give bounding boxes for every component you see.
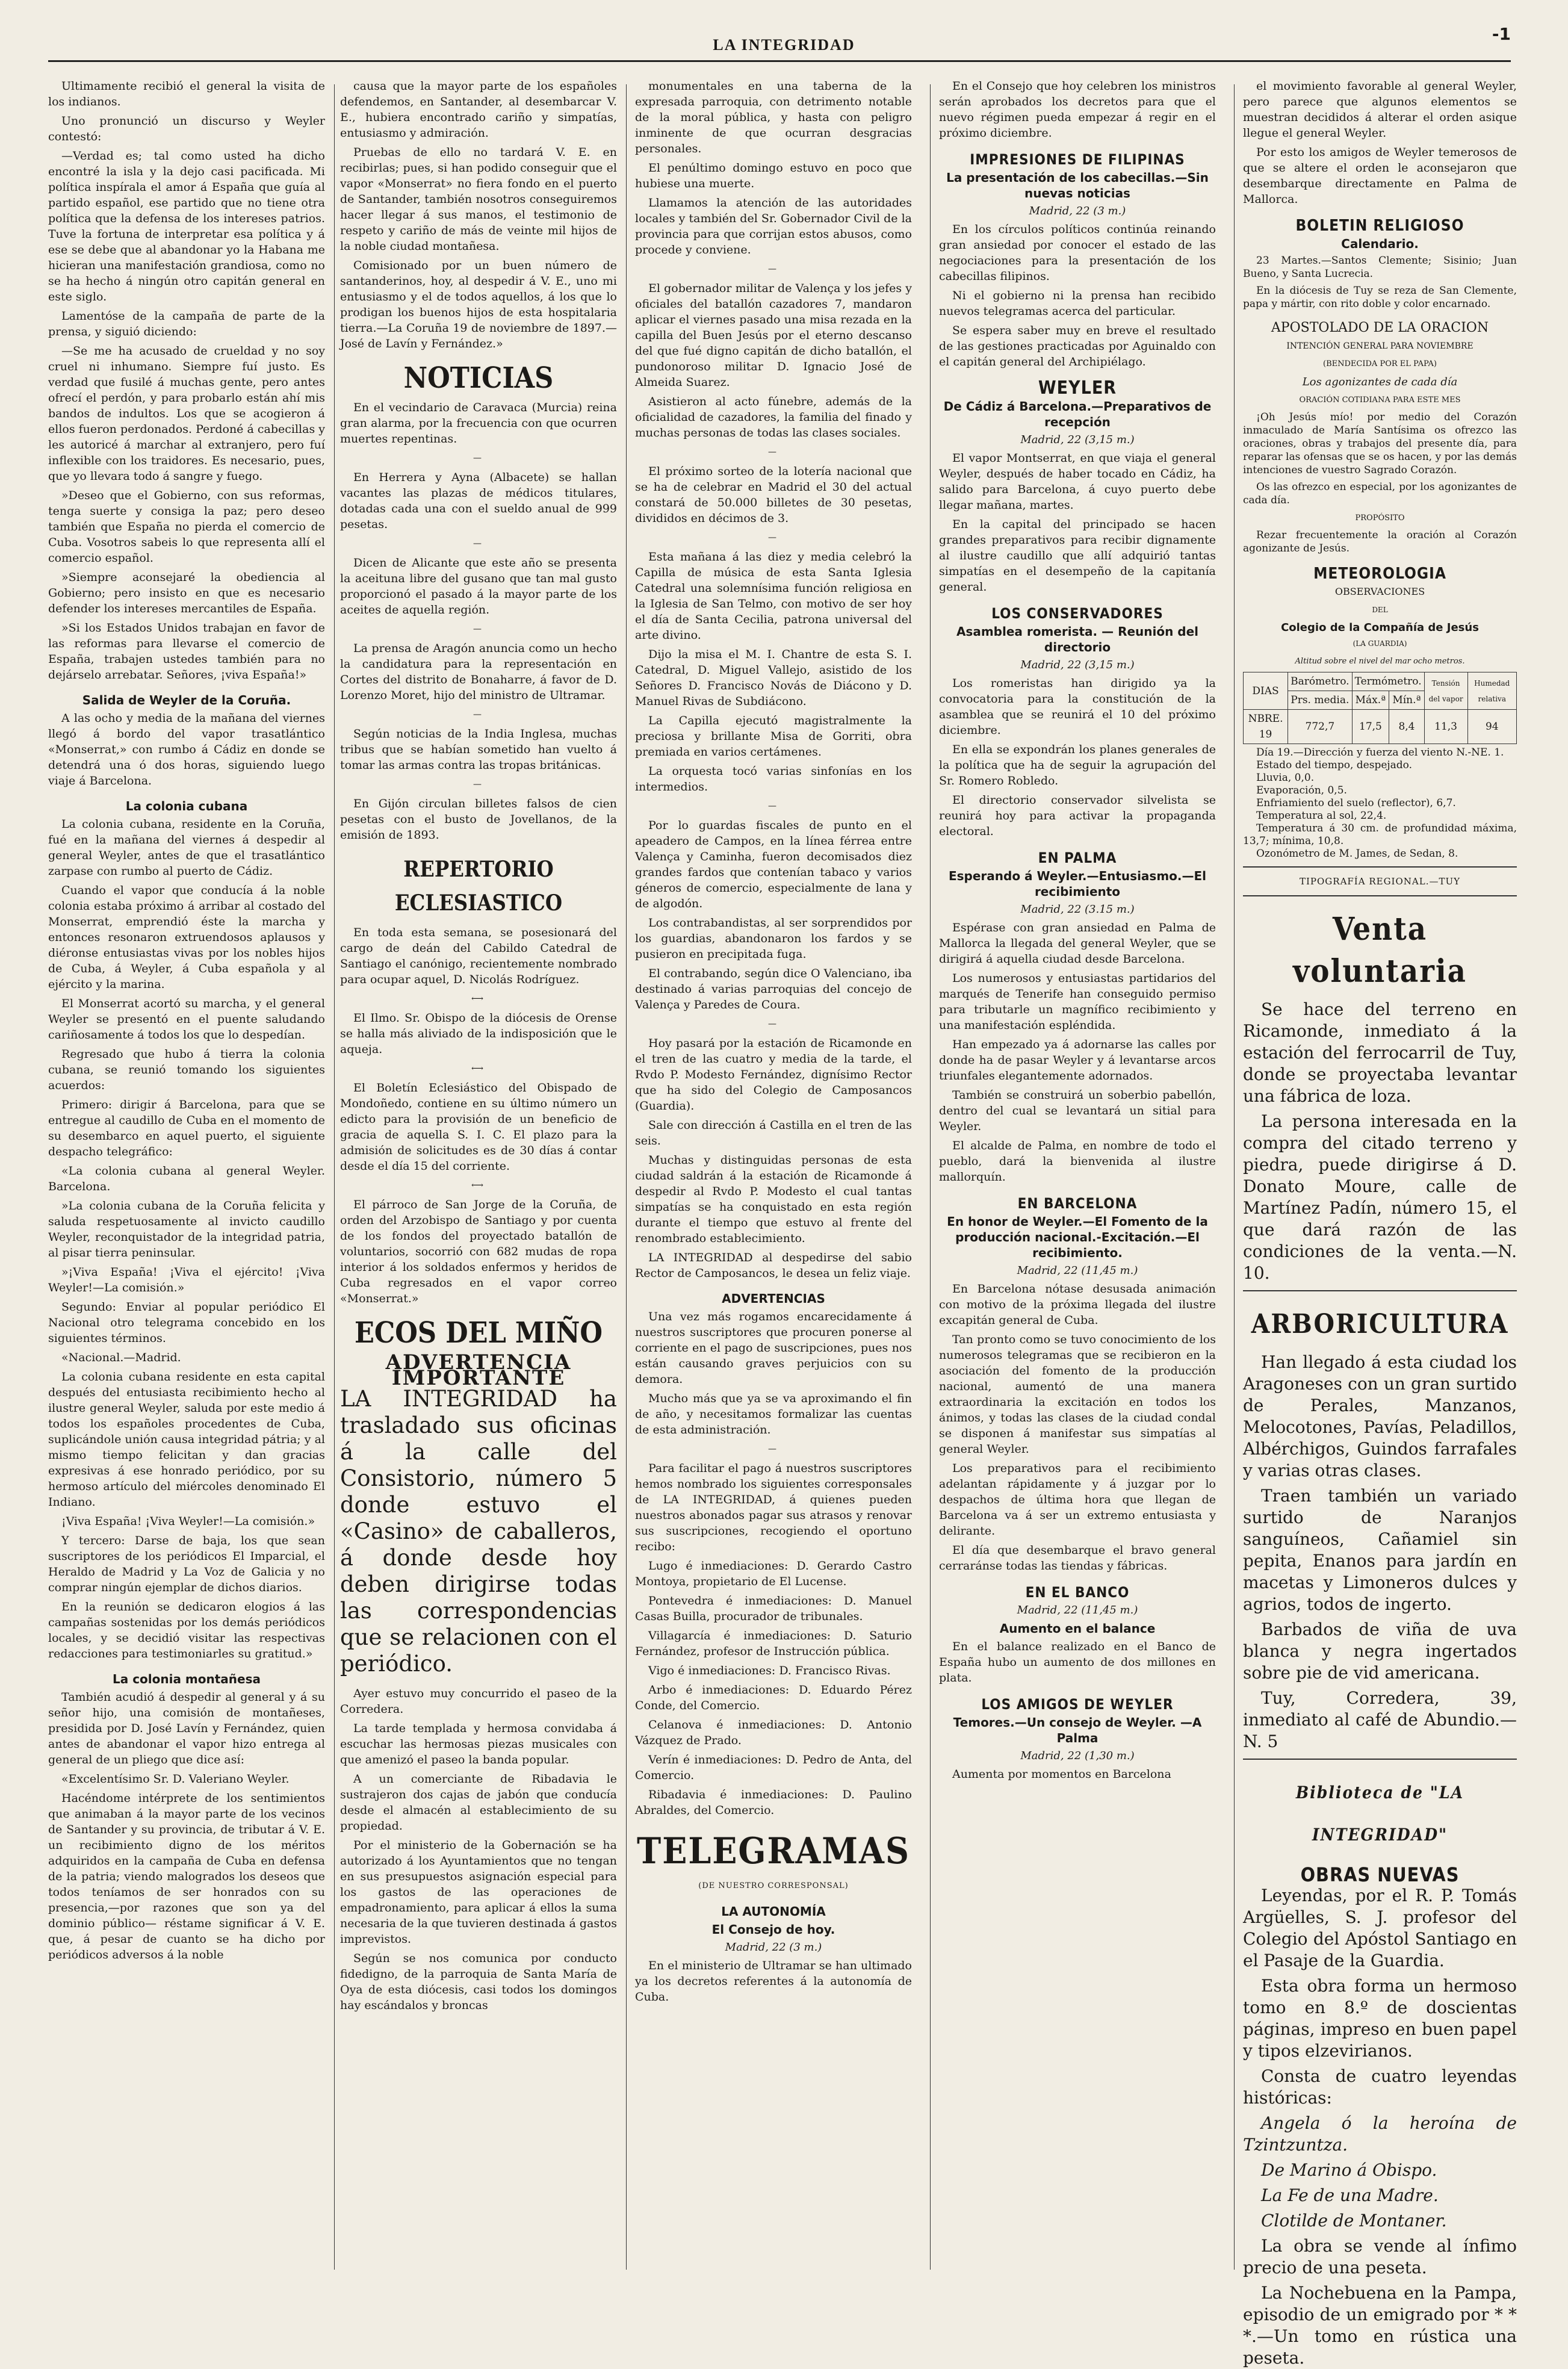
paragraph: Esta mañana á las diez y media celebró la Capilla de música de esta Santa Iglesia Catedral una solemnísima función religiosa en la Iglesia de San Telmo, con motivo de ser hoy el día de Santa Cecilia, patrona universal del arte divino. [635, 550, 912, 642]
section-heading: OBRAS NUEVAS [1300, 1863, 1460, 1886]
paragraph: «Excelentísimo Sr. D. Valeriano Weyler. [61, 1772, 290, 1786]
paragraph: Ni el gobierno ni la prensa han recibido nuevos telegramas acerca del particular. [939, 289, 1216, 318]
paragraph: El párroco de San Jorge de la Coruña, de orden del Arzobispo de Santiago y por cuenta de los fondos del proyectado batallón de voluntarios, socorrió con 682 mudas de ropa interior á los soldados enfermos y heridos de Cuba regresados en el vapor correo «Monserrat.» [340, 1198, 617, 1305]
table-header: Humedad relativa [1467, 672, 1516, 710]
paragraph: LA INTEGRIDAD al despedirse del sabio Rector de Camposancos, le desea un feliz viaje. [635, 1251, 912, 1280]
section-heading: LOS AMIGOS DE WEYLER [981, 1696, 1174, 1713]
paragraph: Evaporación, 0,5. [1256, 784, 1347, 796]
paragraph: Angela ó la heroína de Tzintzuntza. [1243, 2113, 1517, 2155]
section-heading: METEOROLOGIA [1313, 565, 1446, 583]
section-heading: EN EL BANCO [1025, 1584, 1130, 1601]
paragraph: La orquesta tocó varias sinfonías en los intermedios. [635, 765, 912, 793]
paragraph: Y tercero: Darse de baja, los que sean suscriptores de los periódicos El Imparcial, el Heraldo de Madrid y La Voz de Galicia y no comprar ningún ejemplar de dichos diarios. [48, 1534, 325, 1594]
paragraph: Primero: dirigir á Barcelona, para que se entregue al caudillo de Cuba en el momento de su desembarco en aquel puerto, el siguiente despacho telegráfico: [48, 1098, 325, 1158]
page-columns [48, 78, 1517, 2368]
paragraph: Según se nos comunica por conducto fidedigno, de la parroquia de Santa María de Oya de esta diócesis, casi todos los domingos hay escándalos y broncas [340, 1952, 617, 2012]
paragraph: El penúltimo domingo estuvo en poco que hubiese una muerte. [635, 161, 912, 190]
table-header: Mín.ª [1389, 691, 1424, 710]
paragraph: Clotilde de Montaner. [1261, 2211, 1447, 2231]
table-row [1244, 710, 1517, 744]
section-subheading: Aumento en el balance [999, 1621, 1156, 1636]
column-5 [1243, 78, 1517, 2368]
paragraph: A un comerciante de Ribadavia le sustrajeron dos cajas de jabón que conducía desde el almacén al establecimiento de su propiedad. [340, 1772, 617, 1833]
paragraph: Han empezado ya á adornarse las calles por donde ha de pasar Weyler y á levantarse arcos triunfales elegantemente adornados. [939, 1038, 1216, 1082]
section-heading: La colonia montañesa [112, 1672, 261, 1686]
column-4 [939, 78, 1216, 2270]
caption: (LA GUARDIA) [1353, 639, 1407, 648]
noticias-banner: NOTICIAS [403, 361, 554, 395]
paragraph: También se construirá un soberbio pabellón, dentro del cual se levantará un sitial para Weyler. [939, 1088, 1216, 1133]
section-heading: La colonia cubana [125, 799, 248, 813]
section-heading: WEYLER [1038, 377, 1117, 399]
section-heading: Salida de Weyler de la Coruña. [82, 693, 291, 707]
paragraph: Celanova é inmediaciones: D. Antonio Vázquez de Prado. [635, 1718, 912, 1747]
paragraph: El directorio conservador silvelista se reunirá hoy para activar la propaganda electoral. [939, 793, 1216, 838]
section-heading: EN PALMA [1038, 849, 1117, 866]
paragraph: Por lo guardas fiscales de punto en el apeadero de Campos, en la línea férrea entre Valença y Caminha, fueron decomisados diez grandes fardos que contenían tabaco y varios géneros de comercio, especialmente de lana y de algodón. [635, 819, 912, 910]
section-subheading: En honor de Weyler.—El Fomento de la producción nacional.-Excitación.—El recibimiento. [947, 1214, 1208, 1260]
table-cell: 94 [1467, 710, 1516, 744]
table-header: Termómetro. [1352, 672, 1424, 691]
paragraph: Lamentóse de la campaña de parte de la prensa, y siguió diciendo: [48, 309, 325, 338]
repertorio-banner: REPERTORIO ECLESIASTICO [394, 857, 563, 916]
paragraph: Dijo la misa el M. I. Chantre de esta S. I. Catedral, D. Miguel Vallejo, asistido de los Señores D. Francisco Novás de Diácono y D. Manuel Rivas de Subdiácono. [635, 648, 912, 708]
paragraph: La persona interesada en la compra del citado terreno y piedra, puede dirigirse á D. Donato Moure, calle de Martínez Padín, número 15, el que dará razón de las condiciones de la venta.—N. 10. [1243, 1111, 1517, 1283]
paragraph: Os las ofrezco en especial, por los agonizantes de cada día. [1243, 481, 1517, 506]
caption: PROPÓSITO [1355, 514, 1405, 523]
venta-banner: Venta voluntaria [1293, 911, 1467, 990]
paragraph: El Boletín Eclesiástico del Obispado de Mondoñedo, contiene en su último número un edicto para la provisión de un beneficio de gracia de aquella S. I. C. El plazo para la admisión de solicitudes es de 30 días á contar desde el día 15 del corriente. [340, 1081, 617, 1173]
paragraph: Pruebas de ello no tardará V. E. en recibirlas; pues, si han podido conseguir que el vapor «Monserrat» no fiera fondo en el puerto de Santander, también nosotros conseguiremos hacer llegar á sus manos, el testimonio de respeto y cariño de más de veinte mil hijos de la noble ciudad montañesa. [340, 146, 617, 253]
paragraph: Ozonómetro de M. James, de Sedan, 8. [1256, 848, 1458, 860]
separator: ⟷ [471, 994, 486, 1004]
paragraph: Se hace del terreno en Ricamonde, inmediato á la estación del ferrocarril de Tuy, donde se proyectaba levantar una fábrica de loza. [1243, 999, 1517, 1106]
column-2 [340, 78, 617, 2270]
paragraph: Mucho más que ya se va aproximando el fin de año, y necesitamos formalizar las cuentas de esta administración. [635, 1392, 912, 1436]
paragraph: Se espera saber muy en breve el resultado de las gestiones practicadas por Aguinaldo con el capitán general del Archipiélago. [939, 324, 1216, 368]
section-heading: BOLETIN RELIGIOSO [1295, 217, 1464, 235]
paragraph: La colonia cubana, residente en la Coruña, fué en la mañana del viernes á despedir al general Weyler, antes de que el trasatlántico zarpase con rumbo al puerto de Cádiz. [48, 818, 325, 878]
separator: — [768, 1019, 779, 1029]
separator: — [473, 624, 484, 634]
table-cell: NBRE. 19 [1244, 710, 1288, 744]
paragraph: Leyendas, por el R. P. Tomás Argüelles, S. J. profesor del Colegio del Apóstol Santiago en el Pasaje de la Guardia. [1243, 1886, 1517, 1970]
separator: — [768, 447, 779, 457]
paragraph: En ella se expondrán los planes generales de la política que ha de seguir la agrupación del Sr. Romero Robledo. [939, 743, 1216, 787]
telegramas-subtitle: (DE NUESTRO CORRESPONSAL) [698, 1881, 849, 1890]
paragraph: Segundo: Enviar al popular periódico El Nacional otro telegrama concebido en los siguientes términos. [48, 1300, 325, 1345]
paragraph: —Se me ha acusado de crueldad y no soy cruel ni inhumano. Siempre fuí justo. Es verdad que fusilé á muchas gente, pero antes ofrecí el perdón, y para probarlo están ahí mis bandos de indultos. Los que se acogieron á ellos fueron perdonados. Perdoné á cabecillas y les autoricé á marchar al extranjero, pero fuí inflexible con los traidores. Es necesario, pues, que yo llevara todo á sangre y fuego. [48, 344, 325, 483]
paragraph: Regresado que hubo á tierra la colonia cubana, se reunió tomando los siguientes acuerdos: [48, 1048, 325, 1092]
paragraph: El alcalde de Palma, en nombre de todo el pueblo, dará la bienvenida al ilustre mallorquín. [939, 1139, 1216, 1184]
paragraph: La colonia cubana residente en esta capital después del entusiasta recibimiento hecho al ilustre general Weyler, saluda por este medio á todos los españoles procedentes de Cuba, suplicándole unión causa integridad pátria; y al mismo tiempo felicitan y dan gracias expresivas á ese honrado periódico, por su hermoso artículo del miércoles denominado El Indiano. [48, 1370, 325, 1509]
paragraph: La obra se vende al ínfimo precio de una peseta. [1243, 2236, 1517, 2277]
paragraph: Rezar frecuentemente la oración al Corazón agonizante de Jesús. [1243, 529, 1517, 554]
paragraph: Los preparativos para el recibimiento adelantan rápidamente y á juzgar por lo despachos de última hora que llegan de Barcelona va á ser un extremo entusiasta y delirante. [939, 1462, 1216, 1538]
paragraph: Hoy pasará por la estación de Ricamonde en el tren de las cuatro y media de la tarde, el Rvdo P. Modesto Fernández, dignísimo Rector que ha sido del Colegio de Camposancos (Guardia). [635, 1037, 912, 1113]
separator: — [768, 801, 779, 811]
dateline: Madrid, 22 (3,15 m.) [1020, 659, 1135, 671]
news-item: En Gijón circulan billetes falsos de cien pesetas con el busto de Jovellanos, de la emisión de 1893. [340, 797, 617, 842]
paragraph: »La colonia cubana de la Coruña felicita y saluda respetuosamente al invicto caudillo Weyler, reconquistador de la integridad patria, al pisar tierra peninsular. [48, 1199, 325, 1259]
paragraph: Ayer estuvo muy concurrido el paseo de la Corredera. [340, 1687, 617, 1716]
paragraph: Por el ministerio de la Gobernación se ha autorizado á los Ayuntamientos que no tengan en sus presupuestos asignación especial para los gastos de las operaciones de empadronamiento, para aplicar á ellos la suma necesaria de la que tuvieren destinada á gastos imprevistos. [340, 1839, 617, 1946]
table-cell: 17,5 [1352, 710, 1389, 744]
column-3 [635, 78, 912, 2270]
news-item: En el vecindario de Caravaca (Murcia) reina gran alarma, por la frecuencia con que ocurren muertes repentinas. [340, 401, 617, 446]
section-heading: LOS CONSERVADORES [991, 605, 1164, 622]
paragraph: «Nacional.—Madrid. [61, 1351, 181, 1364]
paragraph: Vigo é inmediaciones: D. Francisco Rivas. [648, 1664, 891, 1677]
separator: — [473, 780, 484, 789]
section-subheading: Asamblea romerista. — Reunión del directorio [956, 624, 1199, 654]
masthead-rule [48, 60, 1511, 62]
caption: OBSERVACIONES [1334, 586, 1425, 597]
paragraph: Esta obra forma un hermoso tomo en 8.º de doscientas páginas, impreso en buen papel y tipos elzevirianos. [1243, 1976, 1517, 2061]
paragraph: Día 19.—Dirección y fuerza del viento N.-NE. 1. [1256, 747, 1504, 759]
arboricultura-banner: ARBORICULTURA [1251, 1309, 1509, 1340]
separator: ⟷ [471, 1064, 486, 1073]
paragraph: En Barcelona nótase desusada animación con motivo de la próxima llegada del ilustre excapitán general de Cuba. [939, 1282, 1216, 1327]
paragraph: En el ministerio de Ultramar se han ultimado ya los decretos referentes á la autonomía de Cuba. [635, 1959, 912, 2004]
paragraph: En toda esta semana, se posesionará del cargo de deán del Cabildo Catedral de Santiago el canónigo, recientemente nombrado para ocupar aquel, D. Nicolás Rodríguez. [340, 926, 617, 986]
paragraph: El contrabando, según dice O Valenciano, iba destinado á varias parroquias del concejo de Valença y Paredes de Coura. [635, 967, 912, 1011]
paragraph: Uno pronunció un discurso y Weyler contestó: [48, 114, 325, 143]
paragraph: En los círculos políticos continúa reinando gran ansiedad por conocer el estado de las negociaciones para la presentación de los cabecillas filipinos. [939, 223, 1216, 283]
paragraph: Asistieron al acto fúnebre, además de la oficialidad de cazadores, la familia del finado y muchas personas de todas las clases sociales. [635, 395, 912, 439]
paragraph: Muchas y distinguidas personas de esta ciudad saldrán á la estación de Ricamonde á despedir al Rvdo P. Modesto el cual tantas simpatías se ha conquistado en esta región durante el tiempo que estuvo al frente del renombrado establecimiento. [635, 1153, 912, 1245]
dateline: Madrid, 22 (3 m.) [1029, 205, 1126, 217]
caption: ORACIÓN COTIDIANA PARA ESTE MES [1299, 396, 1461, 405]
news-item: Dicen de Alicante que este año se presenta la aceituna libre del gusano que tan mal gusto proporcionó el pasado á la mayor parte de los aceites de aquella región. [340, 556, 617, 616]
page-mark: -1 [1492, 24, 1511, 44]
telegramas-banner: TELEGRAMAS [637, 1830, 910, 1872]
section-subheading: Temores.—Un consejo de Weyler. —A Palma [953, 1715, 1202, 1745]
caption: INTENCIÓN GENERAL PARA NOVIEMBRE [1286, 341, 1473, 351]
paragraph: La Capilla ejecutó magistralmente la preciosa y brillante Misa de Gorriti, obra premiada en varios certámenes. [635, 714, 912, 759]
column-1 [48, 78, 325, 2270]
divider [1243, 1759, 1517, 1760]
separator: — [473, 453, 484, 463]
caption: Altitud sobre el nivel del mar ocho metros. [1295, 657, 1465, 666]
paragraph: 23 Martes.—Santos Clemente; Sisinio; Juan Bueno, y Santa Lucrecia. [1243, 255, 1517, 280]
paragraph: —Verdad es; tal como usted ha dicho encontré la isla y la dejo casi pacificada. Mi política inspírala el amor á España que guía al partido español, ese partido que no tiene otra política que la defensa de los intereses patrios. Tuve la fortuna de interpretar esa política y á ese se debe que al abandonar yo la Habana me hicieran una manifestación grandiosa, como no se ha hecho á ningún otro capitán general en este siglo. [48, 149, 325, 303]
separator: — [473, 710, 484, 719]
arboricultura-ad [1243, 1352, 1517, 1753]
paragraph: El Ilmo. Sr. Obispo de la diócesis de Orense se halla más aliviado de la indisposición que le aqueja. [340, 1011, 617, 1056]
divider [1243, 1290, 1517, 1291]
advertencia-title: ADVERTENCIA IMPORTANTE [385, 1350, 572, 1390]
paragraph: Han llegado á esta ciudad los Aragoneses con un gran surtido de Perales, Manzanos, Melocotones, Pavías, Peladillos, Albérchigos, Guindos farrafales y varias otras clases. [1243, 1352, 1517, 1480]
paragraph: Sale con dirección á Castilla en el tren de las seis. [635, 1119, 912, 1147]
paragraph: En la diócesis de Tuy se reza de San Clemente, papa y mártir, con rito doble y color encarnado. [1243, 285, 1517, 310]
paragraph: La Nochebuena en la Pampa, episodio de un emigrado por * * *.—Un tomo en rústica una peseta. [1243, 2283, 1517, 2368]
paragraph: Espérase con gran ansiedad en Palma de Mallorca la llegada del general Weyler, que se dirigirá á aquella ciudad desde Barcelona. [939, 921, 1216, 966]
paragraph: «La colonia cubana al general Weyler. Barcelona. [48, 1164, 325, 1193]
paragraph: Los numerosos y entusiastas partidarios del marqués de Tenerife han conseguido permiso para tributarle un magnífico recibimiento y una manifestación espléndida. [939, 972, 1216, 1032]
weather-table [1243, 672, 1517, 744]
paragraph: En el balance realizado en el Banco de España hubo un aumento de dos millones en plata. [939, 1640, 1216, 1684]
venta-ad [1243, 999, 1517, 1284]
section-heading: IMPRESIONES DE FILIPINAS [970, 151, 1185, 168]
dateline: Madrid, 22 (11,45 m.) [1017, 1264, 1138, 1277]
paragraph: Cuando el vapor que conducía á la noble colonia estaba próximo á arribar al costado del Monserrat, emprendió éste la marcha y entonces resonaron extruendosos aplausos y diéronse entusiastas vivas por los nobles hijos de Cuba, á Weyler, á Cuba española y al ejército y la marina. [48, 884, 325, 991]
dateline: Madrid, 22 (1,30 m.) [1020, 1750, 1135, 1762]
paragraph: Enfriamiento del suelo (reflector), 6,7. [1256, 797, 1456, 809]
table-header: Máx.ª [1352, 691, 1389, 710]
caption: (BENDECIDA POR EL PAPA) [1323, 359, 1437, 368]
paragraph: De Marino á Obispo. [1261, 2160, 1437, 2180]
separator: — [768, 264, 779, 274]
section-subheading: El Consejo de hoy. [711, 1922, 835, 1937]
obras-ad [1243, 1885, 1517, 2369]
paragraph: Hacéndome intérprete de los sentimientos que animaban á la mayor parte de los vecinos de Santander y su provincia, de tributar á V. E. un recibimiento digno de los méritos adquiridos en la campaña de Cuba en defensa de la patria; viendo malogrados los deseos que todos teníamos de ser honrados con su presencia,—por razones que son ya del dominio público— réstame significar á V. E. que, á pesar de cuanto se ha dicho por periódicos adversos á la noble [48, 1792, 325, 1961]
table-header: Tensión del vapor [1424, 672, 1467, 710]
masthead: LA INTEGRIDAD [713, 36, 855, 54]
section-heading: LA AUTONOMÍA [721, 1904, 826, 1919]
dateline: Madrid, 22 (11,45 m.) [1017, 1604, 1138, 1616]
separator: — [768, 533, 779, 542]
paragraph: Consta de cuatro leyendas históricas: [1243, 2066, 1517, 2108]
paragraph: Una vez más rogamos encarecidamente á nuestros suscriptores que procuren ponerse al corriente en el pago de suscripciones, pues nos están causando graves perjuicios con su demora. [635, 1310, 912, 1386]
paragraph: Ribadavia é inmediaciones: D. Paulino Abraldes, del Comercio. [635, 1788, 912, 1817]
printer-imprint: TIPOGRAFÍA REGIONAL.—TUY [1299, 876, 1461, 887]
divider [1243, 895, 1517, 896]
paragraph: Ultimamente recibió el general la visita de los indianos. [48, 79, 325, 108]
paragraph: Lluvia, 0,0. [1256, 772, 1315, 784]
news-item: La prensa de Aragón anuncia como un hecho la candidatura para la representación en Cortes del distrito de Bonaharre, á favor de D. Lorenzo Moret, hijo del ministro de Ultramar. [340, 642, 617, 702]
paragraph: El vapor Montserrat, en que viaja el general Weyler, después de haber tocado en Cádiz, ha salido para Barcelona, á cuyo puerto debe llegar mañana, martes. [939, 452, 1216, 512]
separator: ⟷ [471, 1181, 486, 1190]
paragraph: Comisionado por un buen número de santanderinos, hoy, al despedir á V. E., uno mi entusiasmo y el de todos aquellos, á los que lo prodigan los buenos hijos de esta hospitalaria tierra.—La Coruña 19 de noviembre de 1897.—José de Lavín y Fernández.» [340, 259, 617, 350]
paragraph: ¡Oh Jesús mío! por medio del Corazón inmaculado de María Santísima os ofrezco las oraciones, obras y trabajos del presente día, para reparar las ofensas que se os hacen, y por las demás intenciones de vuestro Sagrado Corazón. [1243, 411, 1517, 476]
paragraph: El gobernador militar de Valença y los jefes y oficiales del batallón cazadores 7, mandaron aplicar el viernes pasado una misa rezada en la capilla del Buen Jesús por el eterno descanso del que fué digno capitán de dicho batallón, el pundonoroso militar D. Ignacio José de Almeida Suarez. [635, 282, 912, 389]
paragraph: Arbo é inmediaciones: D. Eduardo Pérez Conde, del Comercio. [635, 1683, 912, 1712]
table-cell: 8,4 [1389, 710, 1424, 744]
separator: — [473, 539, 484, 548]
paragraph: Barbados de viña de uva blanca y negra ingertados sobre pie de vid americana. [1243, 1619, 1517, 1683]
paragraph: Los romeristas han dirigido ya la convocatoria para la constitución de la asamblea que se reunirá el 10 del próximo diciembre. [939, 677, 1216, 737]
paragraph: »Si los Estados Unidos trabajan en favor de las reformas para llevarse el comercio de España, trabajen ustedes también para no dejárselo arrebatar. Señores, ¡viva España!» [48, 621, 325, 682]
table-cell: 772,7 [1288, 710, 1352, 744]
separator: — [768, 1444, 779, 1454]
paragraph: causa que la mayor parte de los españoles defendemos, en Santander, al desembarcar V. E., hubiera encontrado cariño y simpatías, entusiasmo y admiración. [340, 79, 617, 140]
paragraph: ¡Viva España! ¡Viva Weyler!—La comisión.» [61, 1515, 315, 1528]
paragraph: Lugo é inmediaciones: D. Gerardo Castro Montoya, propietario de El Lucense. [635, 1559, 912, 1588]
office-move-notice: LA INTEGRIDAD ha trasladado sus oficinas á la calle del Consistorio, número 5 donde estuvo el «Casino» de caballeros, á donde desde hoy deben dirigirse todas las correspondencias que se relacionen con el periódico. [340, 1386, 617, 1677]
paragraph: Pontevedra é inmediaciones: D. Manuel Casas Builla, procurador de tribunales. [635, 1594, 912, 1623]
caption: Colegio de la Compañía de Jesús [1281, 621, 1479, 634]
divider [1243, 866, 1517, 868]
paragraph: Temperatura al sol, 22,4. [1256, 810, 1387, 822]
paragraph: Tan pronto como se tuvo conocimiento de los numerosos telegramas que se recibieron en la asociación del fomento de la producción nacional, aumentó de una manera extraordinaria la excitación en todos los ánimos, y todas las clases de la ciudad condal se disponen á manifestar sus simpatías al general Weyler. [939, 1333, 1216, 1456]
paragraph: »Deseo que el Gobierno, con sus reformas, tenga suerte y consiga la paz; pero deseo también que España no pierda el comercio de Cuba. Vosotros sabeis lo que representa allí el comercio español. [48, 489, 325, 565]
dateline: Madrid, 22 (3,15 m.) [1020, 433, 1135, 446]
paragraph: »¡Viva España! ¡Viva el ejército! ¡Viva Weyler!—La comisión.» [48, 1265, 325, 1294]
paragraph: monumentales en una taberna de la expresada parroquia, con detrimento notable de la moral pública, y hasta con peligro inminente de que ocurran desgracias personales. [635, 79, 912, 155]
table-header: Barómetro. [1288, 672, 1352, 691]
paragraph: »Siempre aconsejaré la obediencia al Gobierno; pero insisto en que es necesario defender los intereses mercantiles de España. [48, 571, 325, 615]
paragraph: Los contrabandistas, al ser sorprendidos por los guardias, abandonaron los fardos y se pusieron en precipitada fuga. [635, 916, 912, 961]
table-cell: 11,3 [1424, 710, 1467, 744]
paragraph: La Fe de una Madre. [1261, 2185, 1439, 2205]
paragraph: El próximo sorteo de la lotería nacional que se ha de celebrar en Madrid el 30 del actual constará de 50.000 billetes de 30 pesetas, divididos en décimos de 3. [635, 465, 912, 525]
table-header: DIAS [1244, 672, 1288, 710]
paragraph: La tarde templada y hermosa convidaba á escuchar las hermosas piezas musicales con que amenizó el paseo la banda popular. [340, 1722, 617, 1766]
caption: DEL [1372, 606, 1388, 614]
paragraph: Tuy, Corredera, 39, inmediato al café de Abundio.—N. 5 [1243, 1688, 1517, 1751]
dateline: Madrid, 22 (3.15 m.) [1020, 903, 1135, 916]
section-subheading: La presentación de los cabecillas.—Sin nuevas noticias [946, 170, 1209, 200]
paragraph: Estado del tiempo, despejado. [1256, 759, 1413, 771]
section-subheading: De Cádiz á Barcelona.—Preparativos de recepción [943, 399, 1212, 429]
paragraph: El Monserrat acortó su marcha, y el general Weyler se presentó en el puente saludando cariñosamente á todos los que lo despedían. [48, 997, 325, 1042]
paragraph: Por esto los amigos de Weyler temerosos de que se altere el orden le aconsejaron que desembarque directamente en Palma de Mallorca. [1243, 146, 1517, 206]
section-heading: EN BARCELONA [1017, 1195, 1138, 1212]
table-header: Prs. media. [1288, 691, 1352, 710]
biblioteca-banner: Biblioteca de "LA INTEGRIDAD" [1295, 1783, 1464, 1845]
news-item: Según noticias de la India Inglesa, muchas tribus que se habían sometido han vuelto á tomar las armas contra las tropas británicas. [340, 727, 617, 772]
paragraph: También acudió á despedir al general y á su señor hijo, una comisión de montañeses, presidida por D. José Lavín y Fernández, quien antes de abandonar el vapor hizo entrega al general de un pliego que dice así: [48, 1691, 325, 1766]
section-subheading: Calendario. [1341, 237, 1419, 251]
paragraph: Traen también un variado surtido de Naranjos sanguíneos, Cañamiel sin pepita, Enanos para jardín en macetas y Limoneros dulces y agrios, todos de ingerto. [1243, 1486, 1517, 1614]
news-item: En Herrera y Ayna (Albacete) se hallan vacantes las plazas de médicos titulares, dotadas cada una con el sueldo anual de 999 pesetas. [340, 471, 617, 531]
paragraph: Llamamos la atención de las autoridades locales y también del Sr. Gobernador Civil de la provincia para que corrijan estos abusos, como procede y conviene. [635, 196, 912, 256]
paragraph: Villagarcía é inmediaciones: D. Saturio Fernández, profesor de Instrucción pública. [635, 1629, 912, 1658]
paragraph: A las ocho y media de la mañana del viernes llegó á bordo del vapor trasatlántico «Monserrat,» con rumbo á Cádiz en donde se detendrá una ó dos horas, siguiendo luego viaje á Barcelona. [48, 712, 325, 787]
paragraph: Verín é inmediaciones: D. Pedro de Anta, del Comercio. [635, 1753, 912, 1782]
caption: Los agonizantes de cada día [1302, 376, 1458, 388]
paragraph: En la capital del principado se hacen grandes preparativos para recibir dignamente al ilustre caudillo que allí adquirió tantas simpatías en el desempeño de la capitanía general. [939, 518, 1216, 594]
paragraph: Temperatura á 30 cm. de profundidad máxima, 13,7; mínima, 10,8. [1243, 822, 1517, 847]
section-heading: ADVERTENCIAS [722, 1291, 825, 1306]
dateline: Madrid, 22 (3 m.) [725, 1941, 822, 1954]
paragraph: el movimiento favorable al general Weyler, pero parece que algunos elementos se muestran decididos á alterar el orden asique llegue el general Weyler. [1243, 79, 1517, 140]
paragraph: Para facilitar el pago á nuestros suscriptores hemos nombrado los siguientes corresponsales de LA INTEGRIDAD, á quienes pueden nuestros abonados pagar sus atrasos y renovar sus suscripciones, recogiendo el oportuno recibo: [635, 1462, 912, 1553]
section-subheading: Esperando á Weyler.—Entusiasmo.—El recibimiento [948, 869, 1207, 899]
paragraph: En la reunión se dedicaron elogios á las campañas sostenidas por los demás periódicos locales, y se decidió visitar las respectivas redacciones para testimoniarles su gratitud.» [48, 1600, 325, 1660]
section-heading: APOSTOLADO DE LA ORACION [1271, 320, 1489, 335]
paragraph: En el Consejo que hoy celebren los ministros serán aprobados los decretos para que el nuevo régimen pueda empezar á regir en el próximo diciembre. [939, 79, 1216, 140]
paragraph: El día que desembarque el bravo general cerraránse todas las tiendas y fábricas. [939, 1544, 1216, 1573]
paragraph: Aumenta por momentos en Barcelona [952, 1768, 1171, 1781]
ecos-banner: ECOS DEL MIÑO [355, 1316, 603, 1350]
